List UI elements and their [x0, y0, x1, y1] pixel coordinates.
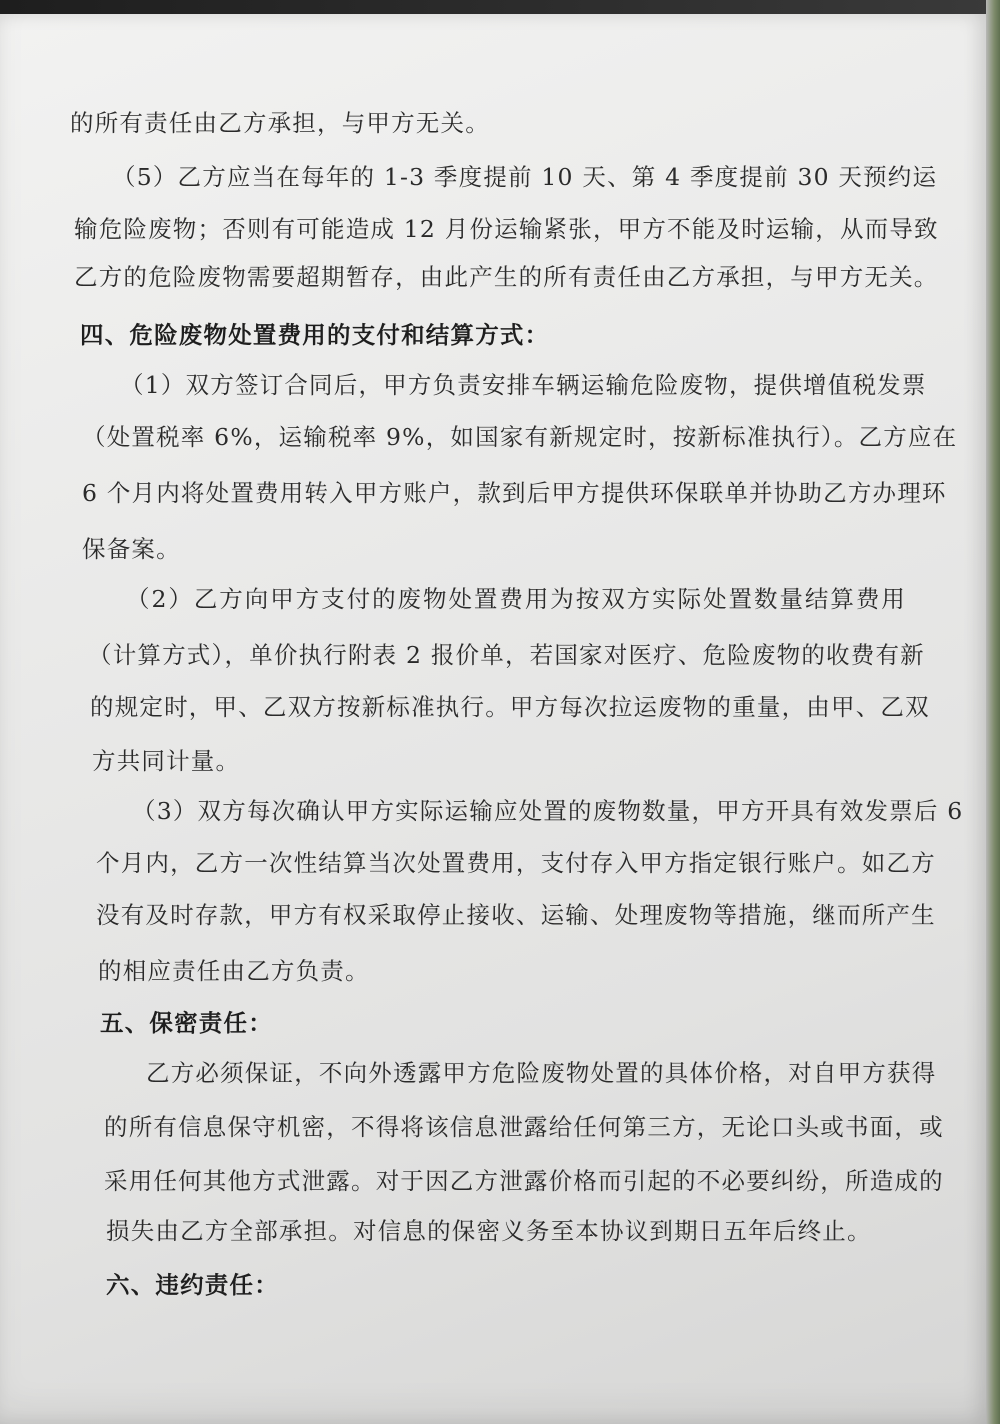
- text-line: 采用任何其他方式泄露。对于因乙方泄露价格而引起的不必要纠纷，所造成的: [104, 1167, 944, 1195]
- text-line: （1）双方签订合同后，甲方负责安排车辆运输危险废物，提供增值税发票: [120, 371, 927, 399]
- text-line: 没有及时存款，甲方有权采取停止接收、运输、处理废物等措施，继而所产生: [96, 901, 936, 929]
- text-line: （计算方式），单价执行附表 2 报价单，若国家对医疗、危险废物的收费有新: [88, 641, 925, 669]
- text-line: 乙方必须保证，不向外透露甲方危险废物处置的具体价格，对自甲方获得: [146, 1059, 937, 1087]
- text-line: 输危险废物；否则有可能造成 12 月份运输紧张，甲方不能及时运输，从而导致: [74, 215, 939, 243]
- text-line: （2）乙方向甲方支付的废物处置费用为按双方实际处置数量结算费用: [126, 585, 906, 613]
- section-heading-5: 五、保密责任：: [100, 1009, 273, 1037]
- document-page: [0, 14, 988, 1424]
- text-line: 的规定时，甲、乙双方按新标准执行。甲方每次拉运废物的重量，由甲、乙双: [90, 693, 930, 721]
- text-line: 保备案。: [82, 535, 181, 563]
- text-line: 方共同计量。: [92, 747, 241, 775]
- text-line: 个月内，乙方一次性结算当次处置费用，支付存入甲方指定银行账户。如乙方: [96, 849, 936, 877]
- text-line: （5）乙方应当在每年的 1-3 季度提前 10 天、第 4 季度提前 30 天预约运: [112, 163, 938, 191]
- text-line: （3）双方每次确认甲方实际运输应处置的废物数量，甲方开具有效发票后 6: [132, 797, 964, 825]
- right-background-edge: [986, 0, 1000, 1424]
- section-heading-6: 六、违约责任：: [106, 1271, 279, 1299]
- text-line: 的相应责任由乙方负责。: [98, 957, 370, 985]
- text-line: 的所有责任由乙方承担，与甲方无关。: [70, 109, 490, 137]
- text-line: 6 个月内将处置费用转入甲方账户，款到后甲方提供环保联单并协助乙方办理环: [82, 479, 947, 507]
- text-line: 损失由乙方全部承担。对信息的保密义务至本协议到期日五年后终止。: [106, 1217, 872, 1245]
- text-line: 乙方的危险废物需要超期暂存，由此产生的所有责任由乙方承担，与甲方无关。: [74, 263, 939, 291]
- section-heading-4: 四、危险废物处置费用的支付和结算方式：: [80, 321, 550, 349]
- text-line: 的所有信息保守机密，不得将该信息泄露给任何第三方，无论口头或书面，或: [104, 1113, 944, 1141]
- text-line: （处置税率 6%，运输税率 9%，如国家有新规定时，按新标准执行）。乙方应在: [82, 423, 958, 451]
